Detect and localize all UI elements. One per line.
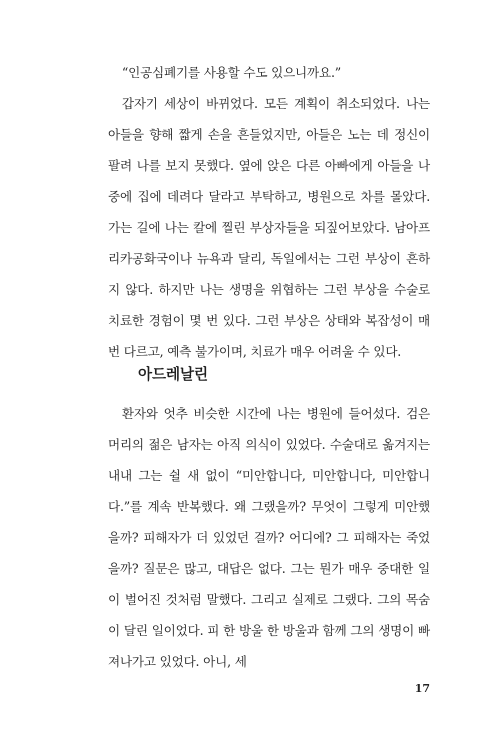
- paragraph-quote: “인공심폐기를 사용할 수도 있으니까요.”: [121, 65, 341, 80]
- section-2-body: [108, 398, 430, 677]
- paragraph-body: 갑자기 세상이 바뀌었다. 모든 계획이 취소되었다. 나는 아들을 향해 짧게 손을 흔들었지만, 아들은 노는 데 정신이 팔려 나를 보지 못했다. 옆에 앉은 다른 아빠에게 아들을 나중에 집에 데려다 달라고 부탁하고, 병원으로 차를 몰았다. 가는 길에 나는 칼에 찔린 부상자들을 되짚어보았다. 남아프리카공화국이나 뉴욕과 달리, 독일에서는 그런 부상이 흔하지 않다. 하지만 나는 생명을 위협하는 그런 부상을 수술로 치료한 경험이 몇 번 있다. 그런 부상은 상태와 복잡성이 매번 다르고, 예측 불가이며, 치료가 매우 어려울 수 있다.: [108, 96, 430, 359]
- section-heading: 아드레날린: [138, 366, 208, 383]
- paragraph-body: 환자와 엇추 비슷한 시간에 나는 병원에 들어섰다. 검은 머리의 젊은 남자는 아직 의식이 있었다. 수술대로 옮겨지는 내내 그는 쉴 새 없이 “미안합니다, 미안합니다, 미안합니다.”를 계속 반복했다. 왜 그랬을까? 무엇이 그렇게 미안했을까? 피해자가 더 있었던 걸까? 어디에? 그 피해자는 죽었을까? 질문은 많고, 대답은 없다. 그는 뭔가 매우 중대한 일이 벌어진 것처럼 말했다. 그리고 실제로 그랬다. 그의 목숨이 달린 일이었다. 피 한 방울 한 방울과 함께 그의 생명이 빠져나가고 있었다. 아니, 세: [108, 406, 430, 669]
- page-number: 17: [414, 682, 430, 695]
- section-1-body: [108, 57, 430, 367]
